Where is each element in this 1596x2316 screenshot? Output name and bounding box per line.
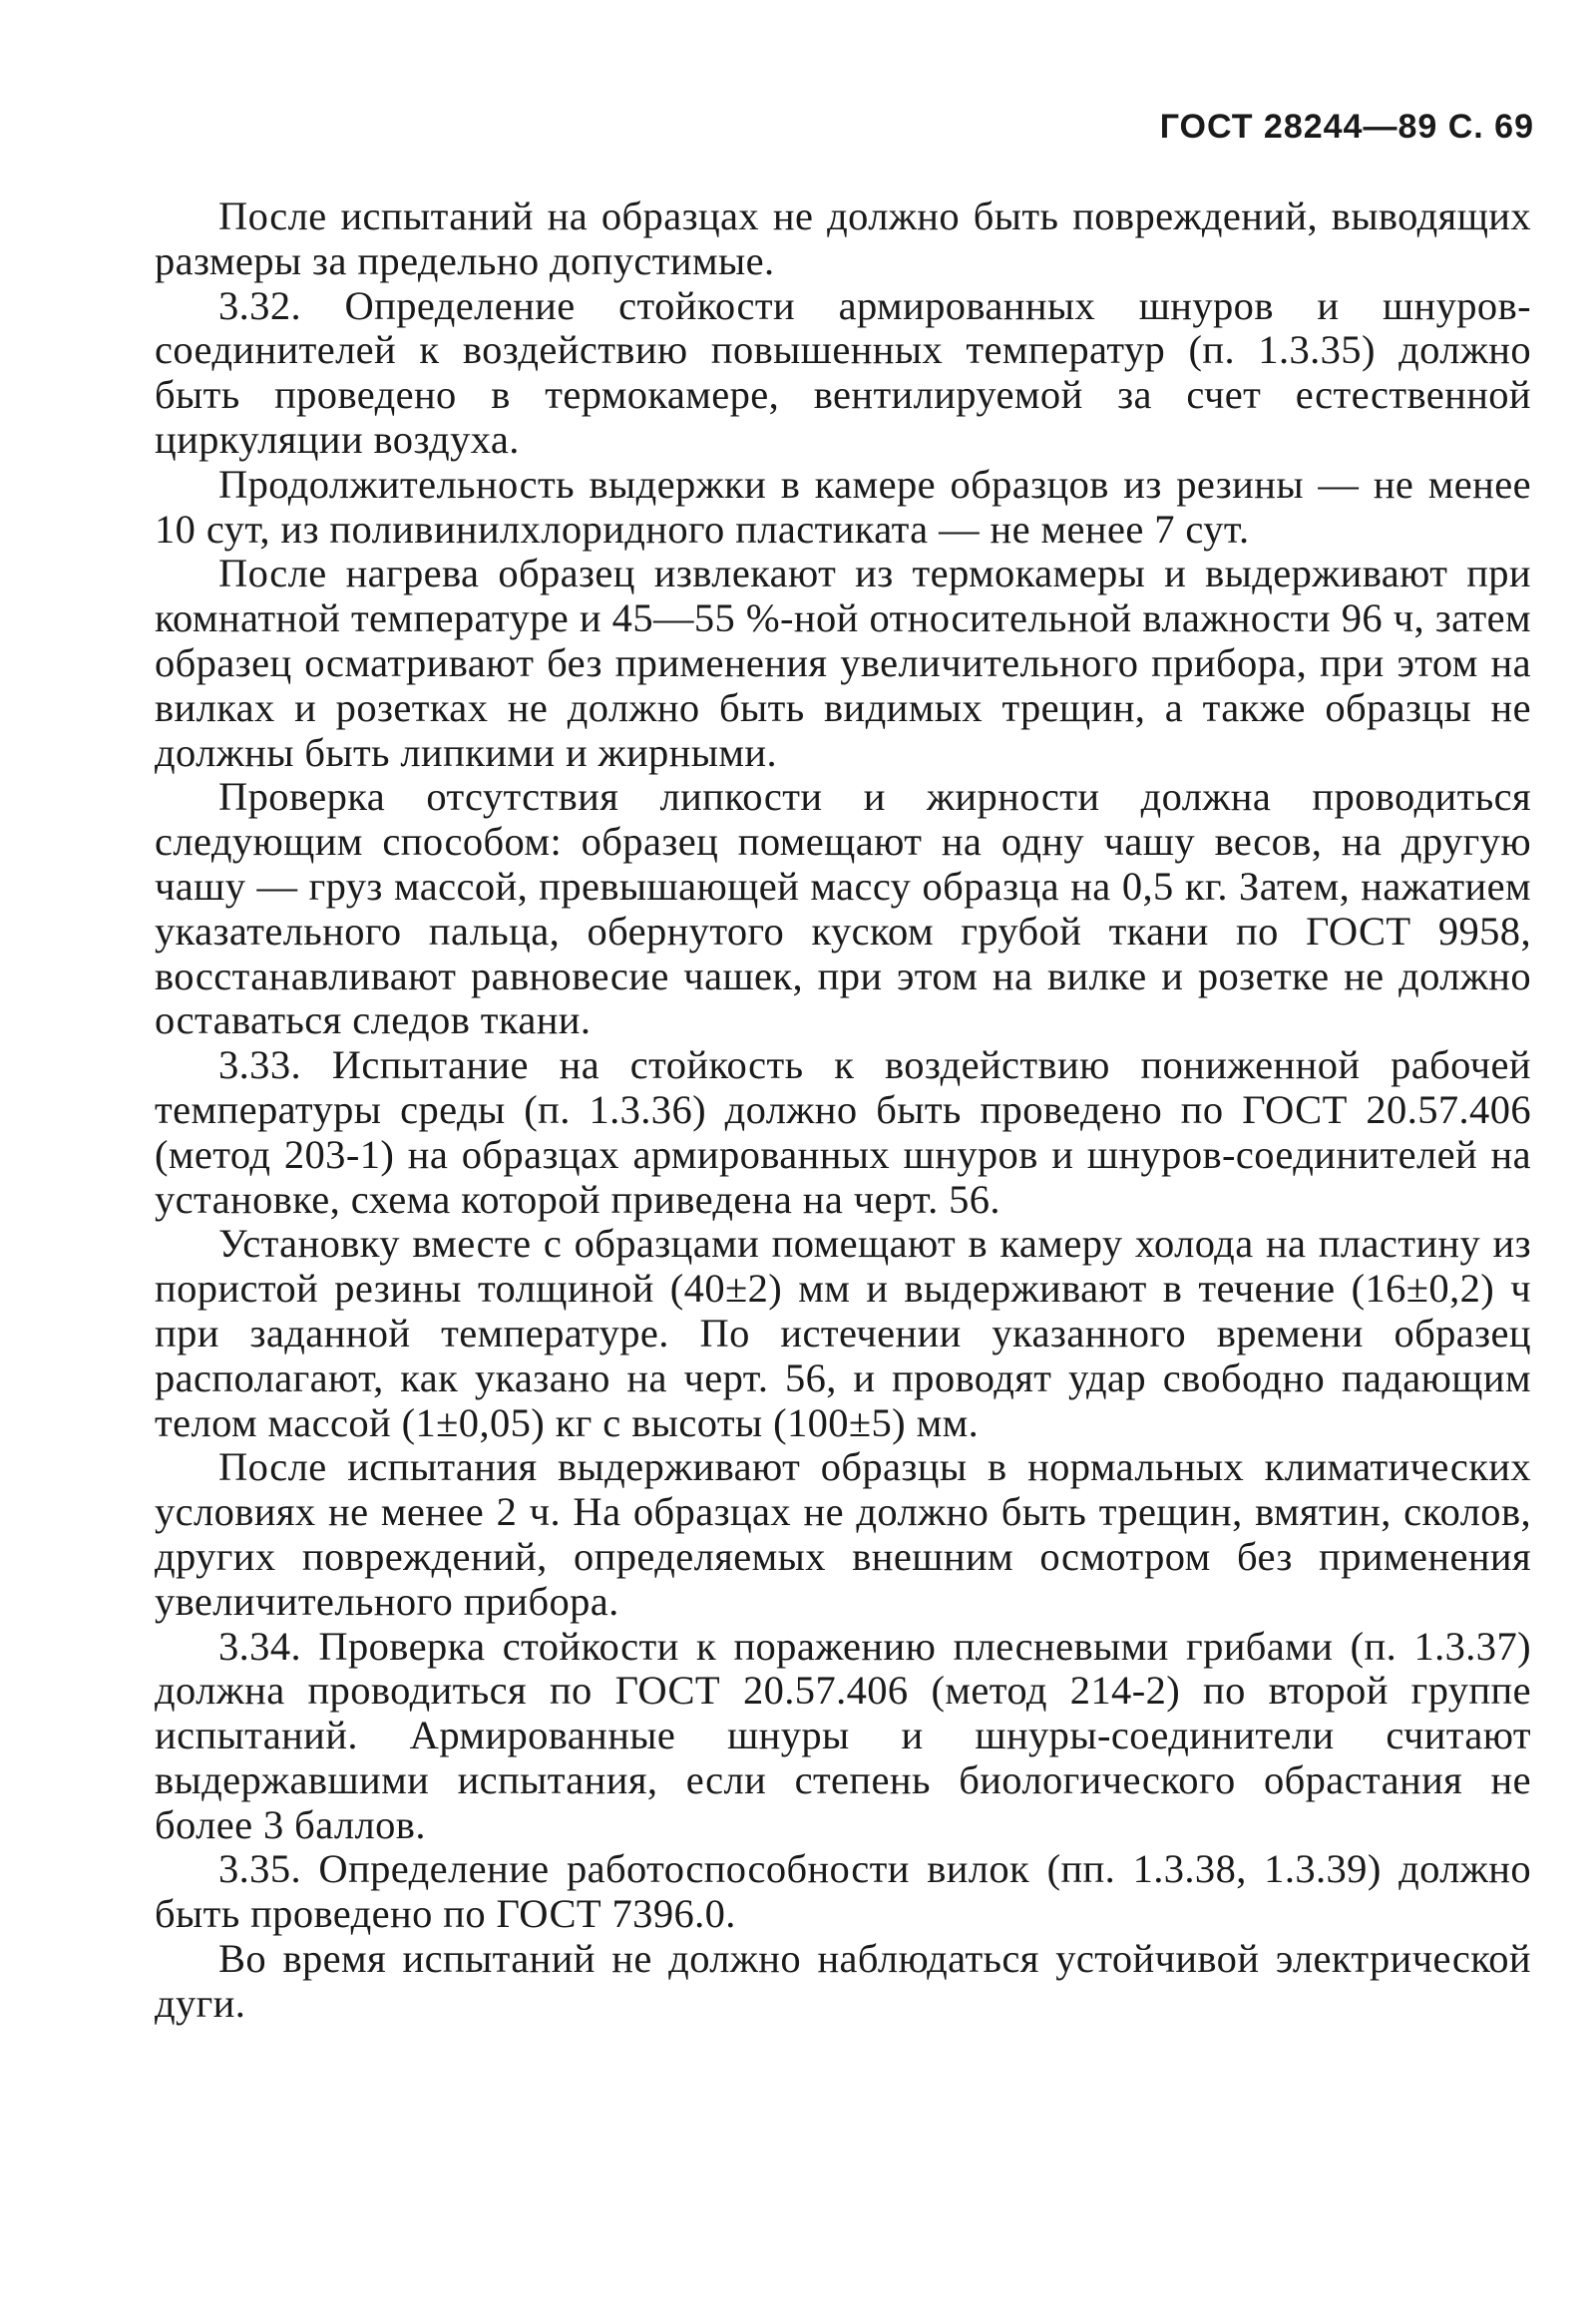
paragraph: Проверка отсутствия липкости и жирности должна проводиться следующим способом: образец помещают на одну чашу весов, на другую чашу — груз массой, превышающей массу образца на 0,5 кг. Затем, нажатием указательного пальца, обернутого куском грубой ткани по ГОСТ 9958, восстанавливают равновесие чашек, при этом на вилке и розетке не должно оставаться следов ткани.	[155, 774, 1531, 1043]
paragraph: 3.35. Определение работоспособности вилок (пп. 1.3.38, 1.3.39) должно быть проведено по ГОСТ 7396.0.	[155, 1846, 1531, 1937]
paragraph: После испытания выдерживают образцы в нормальных климатических условиях не менее 2 ч. На образцах не должно быть трещин, вмятин, сколов, других повреждений, определяемых внешним осмотром без применения увеличительного прибора.	[155, 1444, 1531, 1624]
paragraph: Во время испытаний не должно наблюдаться устойчивой электрической дуги.	[155, 1936, 1531, 2026]
paragraph: После испытаний на образцах не должно быть повреждений, выводящих размеры за предельно допустимые.	[155, 193, 1531, 283]
paragraph: Продолжительность выдержки в камере образцов из резины — не менее 10 сут, из поливинилхлоридного пластиката — не менее 7 сут.	[155, 461, 1531, 552]
paragraph: 3.32. Определение стойкости армированных шнуров и шнуров-соединителей к воздействию повышенных температур (п. 1.3.35) должно быть проведено в термокамере, вентилируемой за счет естественной циркуляции воздуха.	[155, 282, 1531, 462]
document-body	[155, 194, 1531, 2027]
paragraph: 3.34. Проверка стойкости к поражению плесневыми грибами (п. 1.3.37) должна проводиться по ГОСТ 20.57.406 (метод 214-2) по второй группе испытаний. Армированные шнуры и шнуры-соединители считают выдержавшими испытания, если степень биологического обрастания не более 3 баллов.	[155, 1623, 1531, 1847]
paragraph: Установку вместе с образцами помещают в камеру холода на пластину из пористой резины толщиной (40±2) мм и выдерживают в течение (16±0,2) ч при заданной температуре. По истечении указанного времени образец располагают, как указано на черт. 56, и проводят удар свободно падающим телом массой (1±0,05) кг с высоты (100±5) мм.	[155, 1221, 1531, 1445]
paragraph: 3.33. Испытание на стойкость к воздействию пониженной рабочей температуры среды (п. 1.3.36) должно быть проведено по ГОСТ 20.57.406 (метод 203-1) на образцах армированных шнуров и шнуров-соединителей на установке, схема которой приведена на черт. 56.	[155, 1042, 1531, 1222]
paragraph: После нагрева образец извлекают из термокамеры и выдерживают при комнатной температуре и 45—55 %-ной относительной влажности 96 ч, затем образец осматривают без применения увеличительного прибора, при этом на вилках и розетках не должно быть видимых трещин, а также образцы не должны быть липкими и жирными.	[155, 551, 1531, 775]
running-header: ГОСТ 28244—89 С. 69	[1159, 108, 1534, 146]
